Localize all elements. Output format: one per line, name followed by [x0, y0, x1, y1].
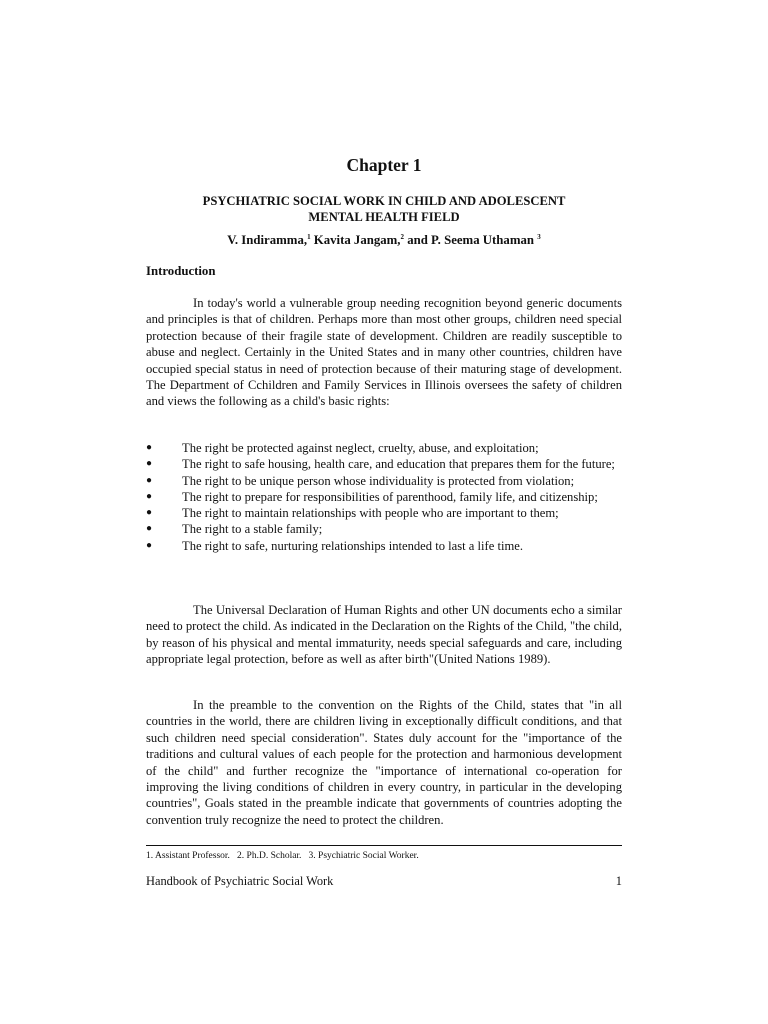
- list-item: [146, 456, 622, 472]
- list-item-text: The right to safe housing, health care, and education that prepares them for the future;: [182, 457, 615, 472]
- author-line: [146, 233, 622, 248]
- author-3-footnote-mark: 3: [537, 233, 541, 241]
- list-item-text: The right to safe, nurturing relationships intended to last a life time.: [182, 538, 523, 553]
- author-2: Kavita Jangam,: [310, 233, 401, 247]
- list-item: [146, 489, 622, 505]
- list-item-text: The right to maintain relationships with people who are important to them;: [182, 506, 559, 521]
- rights-list: [146, 440, 622, 554]
- bullet-icon: ●: [146, 458, 153, 470]
- list-item: [146, 440, 622, 456]
- list-item-text: The right be protected against neglect, cruelty, abuse, and exploitation;: [182, 441, 539, 455]
- bullet-icon: ●: [146, 523, 153, 535]
- chapter-title: Chapter 1: [346, 155, 422, 175]
- paragraph-convention-preamble: In the preamble to the convention on the Rights of the Child, states that "in all countries in the world, there are children living in exceptionally difficult conditions, and that such children need special consideration". States duly account for the "importance of the traditions and cultural values of each people for the protection and harmonious development of the child" and further recognize the "importance of international co-operation for improving the living conditions of children in every country, in particular in the developing countries", Goals stated in the preamble indicate that governments of countries adopting the convention truly recognize the need to protect the children.: [146, 698, 622, 827]
- footnotes: 1. Assistant Professor. 2. Ph.D. Scholar. 3. Psychiatric Social Worker.: [146, 851, 419, 861]
- paragraph-intro: In today's world a vulnerable group needing recognition beyond generic documents and principles is that of children. Perhaps more than most other groups, children need special protection because of their fragile state of development. Children are readily susceptible to abuse and neglect. Certainly in the United States and in many other countries, children have occupied special status in need of protection because of their maturing stage of development. The Department of Cchildren and Family Services in Illinois oversees the safety of children and views the following as a child's basic rights:: [146, 296, 622, 409]
- page-number: 1: [615, 874, 622, 888]
- footnote-divider: [146, 845, 622, 846]
- list-item: [146, 473, 622, 489]
- list-item-text: The right to be unique person whose individuality is protected from violation;: [182, 473, 575, 488]
- list-item-text: The right to prepare for responsibilities of parenthood, family life, and citizenship;: [182, 489, 598, 504]
- article-title-line-2: MENTAL HEALTH FIELD: [308, 210, 460, 224]
- bullet-icon: ●: [146, 474, 153, 486]
- article-title-line-1: PSYCHIATRIC SOCIAL WORK IN CHILD AND ADOLESCENT: [202, 194, 566, 208]
- list-item: [146, 505, 622, 521]
- author-2-footnote-mark: 2: [400, 233, 404, 241]
- bullet-icon: ●: [146, 442, 153, 453]
- list-item: [146, 538, 622, 554]
- list-item: [146, 521, 622, 537]
- author-1-footnote-mark: 1: [307, 233, 311, 241]
- bullet-icon: ●: [146, 507, 153, 519]
- bullet-icon: ●: [146, 539, 153, 551]
- author-3: and P. Seema Uthaman: [404, 233, 538, 247]
- paragraph-un-declaration: The Universal Declaration of Human Rights and other UN documents echo a similar need to protect the child. As indicated in the Declaration on the Rights of the Child, "the child, by reason of his physical and mental immaturity, needs special safeguards and care, including appropriate legal protection, before as well as after birth"(United Nations 1989).: [146, 603, 622, 667]
- bullet-icon: ●: [146, 490, 153, 502]
- author-1: V. Indiramma,: [227, 233, 308, 247]
- section-heading: Introduction: [146, 264, 216, 278]
- article-title: [146, 193, 622, 225]
- running-footer-title: Handbook of Psychiatric Social Work: [146, 874, 334, 888]
- document-page: [146, 0, 622, 1024]
- list-item-text: The right to a stable family;: [182, 522, 323, 537]
